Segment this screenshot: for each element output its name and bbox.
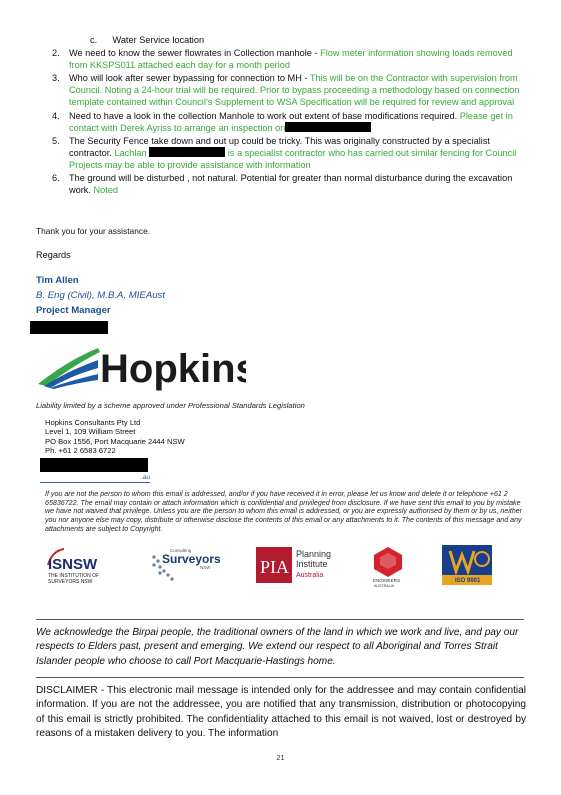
sub-item-marker: c. xyxy=(90,35,98,45)
item-response-name: Lachlan xyxy=(114,147,147,158)
item-question: We need to know the sewer flowrates in Collection manhole - xyxy=(69,48,321,59)
redaction-block xyxy=(285,122,371,132)
signature-title: Project Manager xyxy=(36,305,111,316)
company-address xyxy=(45,418,185,456)
phone-number: Ph. +61 2 6583 6722 xyxy=(45,446,116,456)
redaction-block xyxy=(40,458,148,472)
confidentiality-notice: If you are not the person to whom this email is addressed, and/or if you have received it in error, please let us know and delete it or telephone +61 2 65836722. The email may contain or attach information which is confidential and privileged from disclosure. If we have sent this email to you by mistake we have not waived that privilege. Unless you are the person to whom this email is addressed, or you are expressly authorised by them or by us, neither you nor anyone else may copy, distribute or otherwise disclose the contents of this email or any attachments to it. The contents of this message and any attachments are subject to Copyright. xyxy=(45,490,523,533)
redaction-block xyxy=(30,321,108,334)
response-list xyxy=(52,34,522,197)
svg-text:ISNSW: ISNSW xyxy=(48,556,98,573)
item-question: The ground will be disturbed , not natural. Potential for greater than normal disturbance during the excavation work. xyxy=(69,173,513,196)
list-item xyxy=(52,172,522,196)
svg-text:PIA: PIA xyxy=(260,557,290,577)
company-name: Hopkins Consultants Pty Ltd xyxy=(45,418,141,427)
redaction-block xyxy=(149,147,225,157)
list-sub-item xyxy=(52,34,522,46)
email-disclaimer: DISCLAIMER - This electronic mail message is intended only for the addressee and may contain confidential information. If you are not the addressee, you are notified that any transmission, distribution or photocopying of this email is strictly prohibited. The confidentiality attached to this email is not waived, lost or destroyed by reasons of a mistaken delivery to you. The information xyxy=(36,685,526,740)
divider xyxy=(36,619,524,620)
list-item xyxy=(52,47,522,71)
logo-wordmark: Hopkins xyxy=(100,347,246,391)
divider xyxy=(36,677,524,678)
item-response: is a specialist contractor who has carried out similar fencing for Council Projects may be able to provide assistance with information xyxy=(69,147,517,170)
isnsw-logo xyxy=(44,545,120,587)
item-response: This will be on the Contractor with supervision from Council. Noting a 24-hour trial will be required. Prior to bypass proceeding a methodology based on connection template contained within Council’s Supplement to WSA Specification will be required for review and approval xyxy=(69,73,520,108)
hopkins-logo xyxy=(36,340,246,392)
page-number: 21 xyxy=(276,753,285,762)
item-response: Flow meter information showing loads removed from KKSPS011 attached each day for a month period xyxy=(69,48,513,71)
list-item xyxy=(52,72,522,108)
address-line-2: PO Box 1556, Port Macquarie 2444 NSW xyxy=(45,436,185,446)
country-acknowledgement: We acknowledge the Birpai people, the traditional owners of the land in which we work and live, and pay our respects to Elders past, present and emerging. We extend our respect to all Aboriginal and Torres Strait Islander people who choose to call Port Macquarie-Hastings home. xyxy=(36,627,519,667)
svg-text:Australia: Australia xyxy=(296,572,324,579)
item-response: Please get in contact with Derek Ayriss to arrange an inspection on xyxy=(69,110,513,133)
list-item xyxy=(52,110,522,134)
item-number: 2. xyxy=(52,48,60,59)
item-number: 4. xyxy=(52,110,60,121)
svg-text:NSW: NSW xyxy=(200,565,211,570)
thanks-line: Thank you for your assistance. xyxy=(36,226,151,236)
item-question: Who will look after sewer bypassing for connection to MH - xyxy=(69,73,310,84)
svg-text:ENGINEERS: ENGINEERS xyxy=(373,578,401,583)
list-item xyxy=(52,135,522,171)
item-number: 3. xyxy=(52,73,60,84)
svg-text:Consulting: Consulting xyxy=(170,548,192,553)
signature-name: Tim Allen xyxy=(36,275,79,286)
engineers-australia-logo xyxy=(368,545,408,587)
item-number: 6. xyxy=(52,173,60,184)
item-response: Noted xyxy=(93,185,119,196)
svg-text:Institute: Institute xyxy=(296,559,328,569)
svg-text:AUSTRALIA: AUSTRALIA xyxy=(374,584,394,587)
svg-text:THE INSTITUTION OF: THE INSTITUTION OF xyxy=(48,573,100,579)
svg-text:SURVEYORS NSW: SURVEYORS NSW xyxy=(48,579,93,585)
hopkins-swoosh-icon xyxy=(36,340,246,392)
address-line-1: Level 1, 109 William Street xyxy=(45,427,136,437)
signature-qualifications: B. Eng (Civil), M.B.A, MIEAust xyxy=(36,290,166,301)
item-question: Need to have a look in the collection Manhole to work out extent of base modifications required. xyxy=(69,110,460,121)
liability-notice: Liability limited by a scheme approved under Professional Standards Legislation xyxy=(36,401,305,410)
svg-text:Surveyors: Surveyors xyxy=(162,552,221,566)
website-link[interactable]: .au xyxy=(40,474,150,483)
planning-institute-logo xyxy=(256,545,346,587)
consulting-surveyors-logo xyxy=(148,545,222,587)
svg-text:ISO 9001: ISO 9001 xyxy=(455,578,481,584)
iso-9001-badge xyxy=(440,545,496,587)
svg-text:Planning: Planning xyxy=(296,549,332,559)
item-question: The Security Fence take down and out up could be tricky. This was originally constructed by a specialist contractor. xyxy=(69,135,490,158)
sub-item-text: Water Service location xyxy=(112,35,205,45)
item-number: 5. xyxy=(52,135,60,146)
regards-line: Regards xyxy=(36,250,71,260)
